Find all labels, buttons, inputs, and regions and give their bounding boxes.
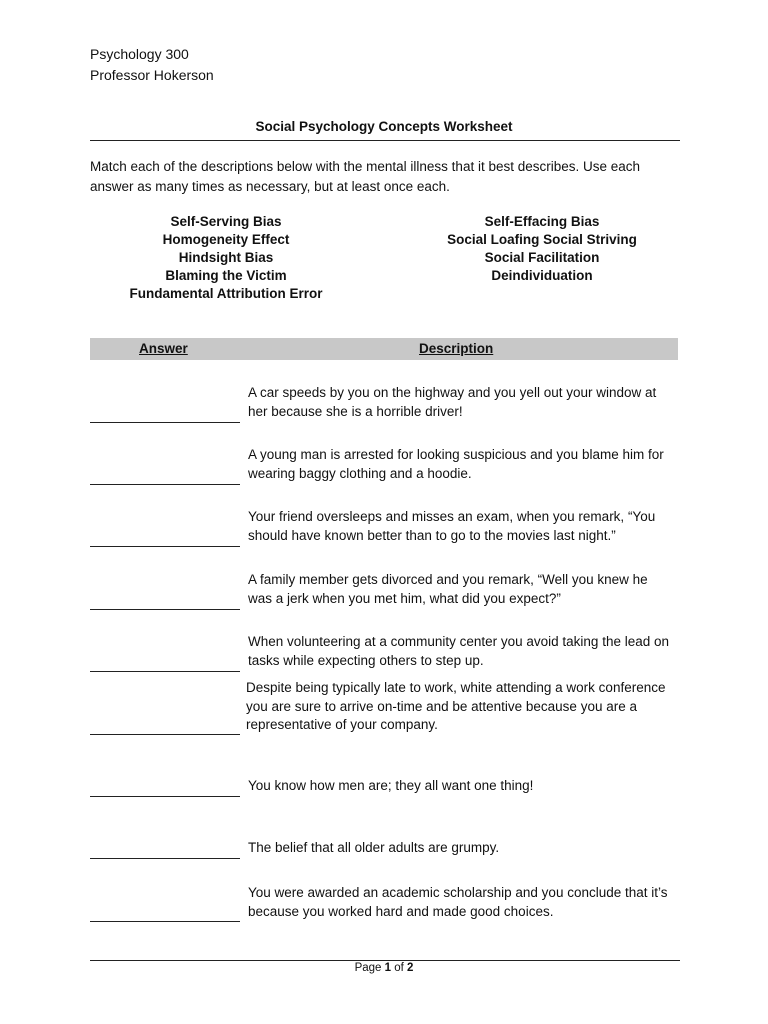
page-label: Page — [354, 962, 382, 974]
question-description: A car speeds by you on the highway and you yell out your window at her because she is a horrible driver! — [248, 385, 657, 419]
term-item: Blaming the Victim — [165, 268, 287, 283]
answer-blank[interactable] — [90, 422, 240, 423]
question-description: A young man is arrested for looking suspicious and you blame him for wearing baggy clothing and a hoodie. — [248, 447, 664, 481]
question-description: Your friend oversleeps and misses an exam, when you remark, “You should have known better than to go to the movies last night.” — [248, 509, 656, 543]
question-description: Despite being typically late to work, white attending a work conference you are sure to arrive on-time and be attentive because you are a representative of your company. — [246, 680, 666, 732]
current-page-number: 1 — [384, 962, 392, 974]
course-name: Psychology 300 — [90, 46, 189, 62]
answer-blank[interactable] — [90, 546, 240, 547]
instructions-text: Match each of the descriptions below with the mental illness that it best describes. Use each answer as many times as necessary, but at least once each. — [90, 159, 641, 194]
professor-name: Professor Hokerson — [90, 67, 214, 83]
question-description: You know how men are; they all want one thing! — [248, 778, 534, 793]
term-item: Deindividuation — [491, 268, 593, 283]
question-description: You were awarded an academic scholarship and you conclude that it’s because you worked hard and made good choices. — [248, 885, 668, 919]
answer-blank[interactable] — [90, 484, 240, 485]
term-item: Social Loafing Social Striving — [447, 232, 637, 247]
title-divider — [90, 140, 680, 141]
term-item: Self-Effacing Bias — [484, 214, 600, 229]
of-label: of — [394, 962, 404, 974]
term-item: Homogeneity Effect — [162, 232, 290, 247]
question-description: The belief that all older adults are grumpy. — [248, 840, 500, 855]
worksheet-title: Social Psychology Concepts Worksheet — [255, 119, 513, 134]
terms-right-column — [392, 213, 692, 285]
term-item: Self-Serving Bias — [170, 214, 282, 229]
total-pages-number: 2 — [407, 962, 414, 974]
question-description: When volunteering at a community center you avoid taking the lead on tasks while expecting others to step up. — [248, 634, 669, 668]
description-column-header: Description — [419, 341, 494, 356]
answer-blank[interactable] — [90, 858, 240, 859]
answer-blank[interactable] — [90, 671, 240, 672]
answer-blank[interactable] — [90, 796, 240, 797]
term-item: Social Facilitation — [484, 250, 600, 265]
answer-column-header: Answer — [139, 341, 188, 356]
question-description: A family member gets divorced and you remark, “Well you knew he was a jerk when you met him, what did you expect?” — [248, 572, 648, 606]
answer-blank[interactable] — [90, 609, 240, 610]
answer-blank[interactable] — [90, 921, 240, 922]
document-header — [90, 44, 214, 86]
table-header — [90, 338, 678, 360]
page-footer — [90, 961, 678, 975]
term-item: Fundamental Attribution Error — [129, 286, 323, 301]
term-item: Hindsight Bias — [178, 250, 274, 265]
terms-left-column — [76, 213, 376, 303]
answer-blank[interactable] — [90, 734, 240, 735]
